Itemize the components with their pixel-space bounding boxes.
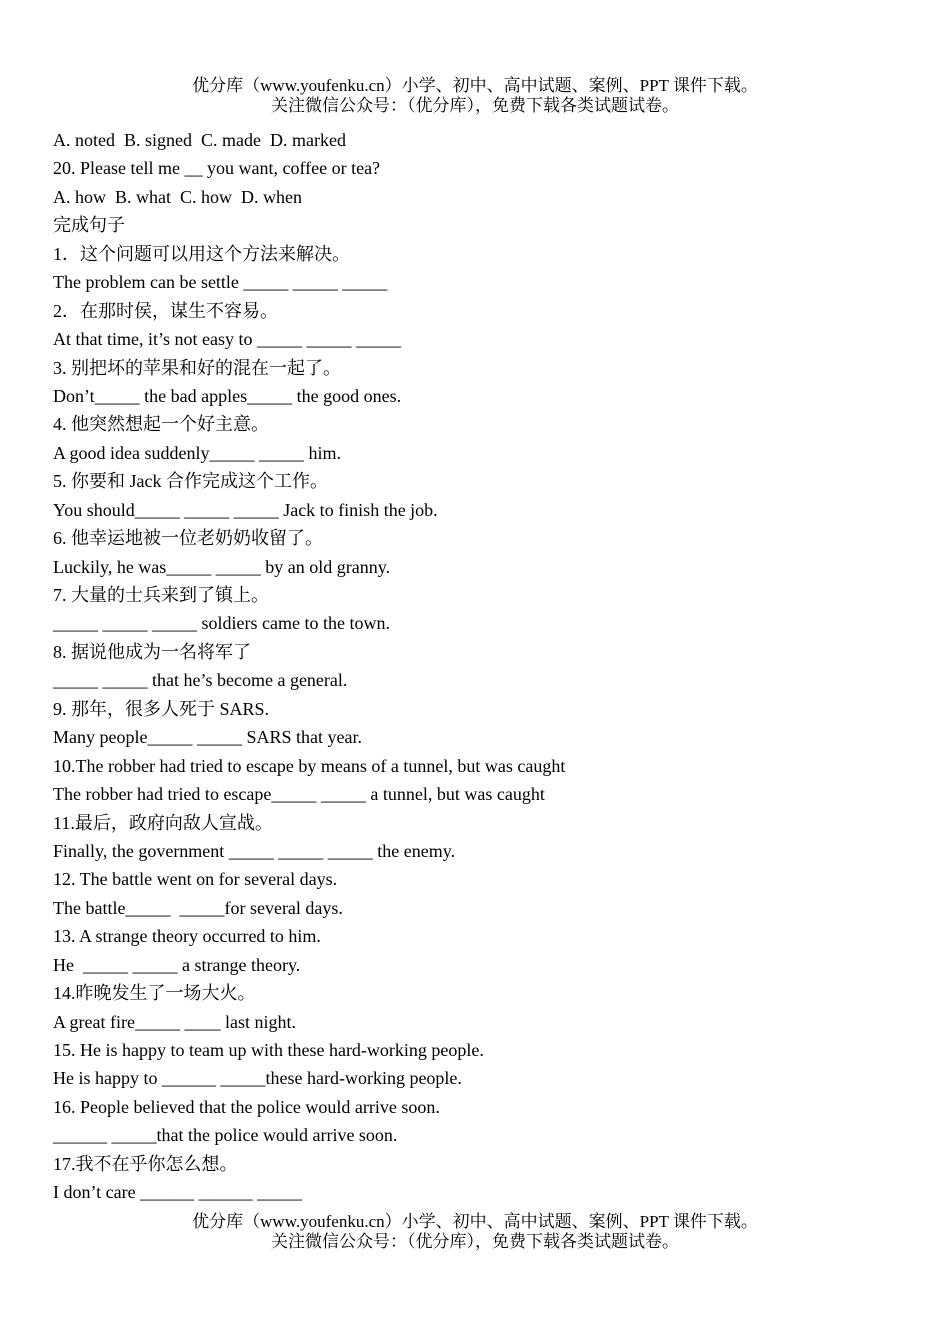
footer-line-1: 优分库（www.youfenku.cn）小学、初中、高中试题、案例、PPT 课件下载。 [192,1212,758,1231]
text-line: 4. 他突然想起一个好主意。 [53,414,269,435]
text-line: Finally, the government _____ _____ _____ the enemy. [53,840,456,861]
text-line: A good idea suddenly_____ _____ him. [53,442,341,463]
text-line: The battle_____ _____for several days. [53,897,343,918]
page-footer [0,1212,950,1252]
text-line: 16. People believed that the police would arrive soon. [53,1096,440,1117]
text-line: 17.我不在乎你怎么想。 [53,1153,238,1174]
text-line: Many people_____ _____ SARS that year. [53,727,362,748]
text-line: 12. The battle went on for several days. [53,869,338,890]
text-line: 15. He is happy to team up with these hard-working people. [53,1040,484,1060]
text-line: _____ _____ that he’s become a general. [53,670,348,691]
text-line: The problem can be settle _____ _____ _____ [53,272,388,293]
text-line: He _____ _____ a strange theory. [53,954,301,975]
text-line: ______ _____that the police would arrive soon. [53,1125,398,1146]
text-line: A. noted B. signed C. made D. marked [53,130,346,150]
text-line: A great fire_____ ____ last night. [53,1011,296,1032]
page-header [0,76,950,116]
section-heading: 完成句子 [53,215,125,236]
text-line: I don’t care ______ ______ _____ [53,1182,303,1203]
text-line: 8. 据说他成为一名将军了 [53,641,251,662]
header-line-1: 优分库（www.youfenku.cn）小学、初中、高中试题、案例、PPT 课件下载。 [192,76,758,95]
text-line: The robber had tried to escape_____ _____ a tunnel, but was caught [53,784,545,805]
text-line: 20. Please tell me __ you want, coffee or tea? [53,158,381,179]
document-body [53,128,913,1209]
text-line: _____ _____ _____ soldiers came to the town. [53,613,390,634]
text-line: He is happy to ______ _____these hard-working people. [53,1068,462,1089]
text-line: 11.最后，政府向敌人宣战。 [53,812,273,833]
text-line: 7. 大量的士兵来到了镇上。 [53,585,269,605]
text-line: 1．这个问题可以用这个方法来解决。 [53,243,350,264]
footer-line-2: 关注微信公众号：（优分库），免费下载各类试题试卷。 [271,1232,679,1251]
text-line: 10.The robber had tried to escape by means of a tunnel, but was caught [53,755,566,776]
text-line: 5. 你要和 Jack 合作完成这个工作。 [53,471,328,492]
text-line: Luckily, he was_____ _____ by an old granny. [53,556,391,577]
header-line-2: 关注微信公众号：（优分库），免费下载各类试题试卷。 [271,96,679,115]
text-line: At that time, it’s not easy to _____ _____ _____ [53,329,401,350]
text-line: 14.昨晚发生了一场大火。 [53,983,256,1004]
text-line: Don’t_____ the bad apples_____ the good ones. [53,385,402,406]
text-line: A. how B. what C. how D. when [53,186,302,207]
text-line: 13. A strange theory occurred to him. [53,926,321,947]
text-line: 3. 别把坏的苹果和好的混在一起了。 [53,357,341,378]
text-line: 9. 那年，很多人死于 SARS. [53,698,270,719]
text-line: 6. 他幸运地被一位老奶奶收留了。 [53,528,323,549]
text-line: 2．在那时侯，谋生不容易。 [53,300,278,321]
text-line: You should_____ _____ _____ Jack to finish the job. [53,499,438,520]
